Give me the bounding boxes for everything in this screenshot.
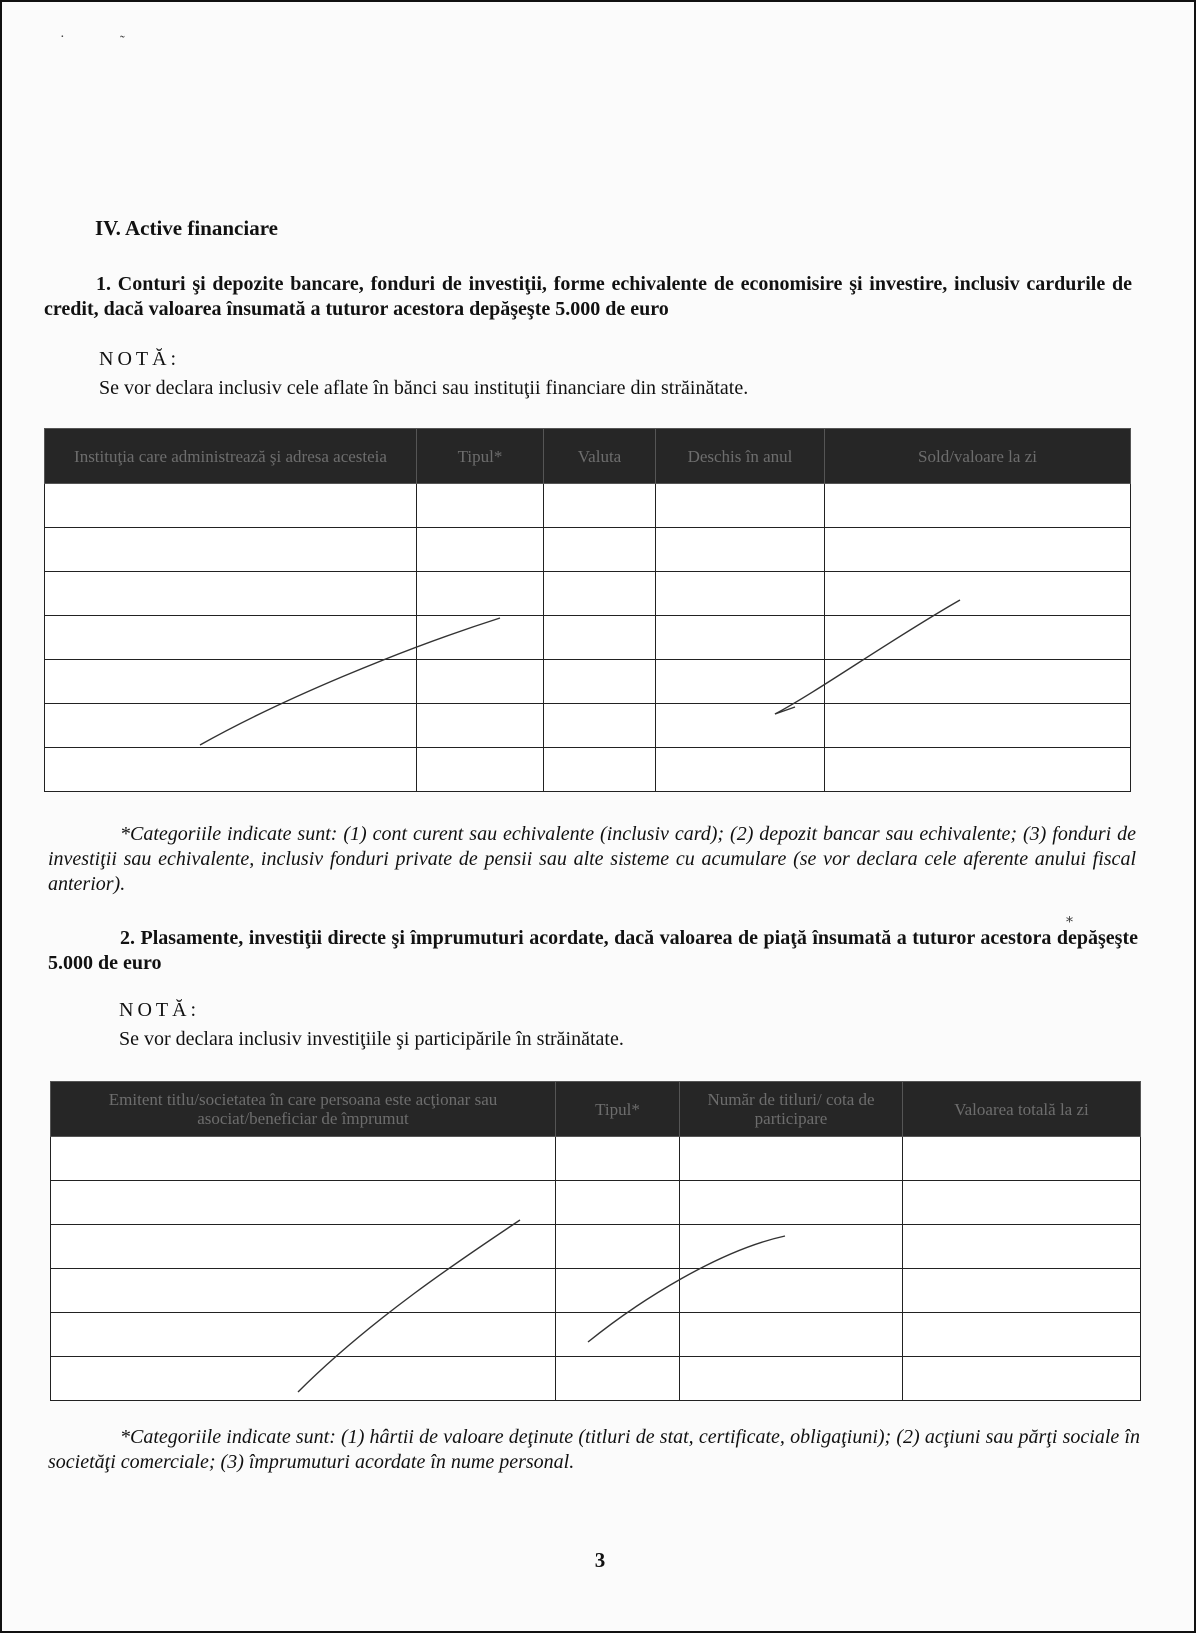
header-shares-count: Număr de titluri/ cota de participare [680,1082,903,1137]
table-row [51,1269,1141,1313]
table-row [51,1313,1141,1357]
table-row [45,572,1131,616]
item1-nota-text: Se vor declara inclusiv cele aflate în bănci sau instituţii financiare din străinătate. [99,377,749,399]
table-cell[interactable] [544,572,656,616]
table-cell[interactable] [544,484,656,528]
header-issuer: Emitent titlu/societatea în care persoana este acţionar sau asociat/beneficiar de împrumut [51,1082,556,1137]
table-cell[interactable] [51,1137,556,1181]
table-cell[interactable] [417,704,544,748]
table-cell[interactable] [417,572,544,616]
table-cell[interactable] [45,528,417,572]
table-row [51,1137,1141,1181]
table-cell[interactable] [680,1269,903,1313]
scan-speck: ⁎ [1066,911,1073,926]
table-cell[interactable] [656,704,825,748]
table-cell[interactable] [656,484,825,528]
table-row [45,484,1131,528]
item2-nota-label: NOTĂ: [119,999,201,1021]
table-cell[interactable] [825,528,1131,572]
table-cell[interactable] [45,572,417,616]
table-cell[interactable] [45,660,417,704]
table-cell[interactable] [680,1181,903,1225]
table-cell[interactable] [825,484,1131,528]
table-cell[interactable] [656,528,825,572]
table-cell[interactable] [51,1269,556,1313]
table-cell[interactable] [656,616,825,660]
table-cell[interactable] [544,616,656,660]
table-cell[interactable] [45,616,417,660]
table-row [45,704,1131,748]
bank-accounts-table [44,428,1131,792]
table-row [51,1225,1141,1269]
header-balance: Sold/valoare la zi [825,429,1131,484]
table-cell[interactable] [544,704,656,748]
page-number: 3 [594,1548,606,1572]
table-cell[interactable] [680,1357,903,1401]
table-cell[interactable] [903,1181,1141,1225]
table-cell[interactable] [903,1225,1141,1269]
table-cell[interactable] [556,1225,680,1269]
table-cell[interactable] [51,1313,556,1357]
table-row [45,528,1131,572]
table-cell[interactable] [417,748,544,792]
header-type: Tipul* [417,429,544,484]
table-cell[interactable] [825,748,1131,792]
table-cell[interactable] [656,748,825,792]
header-type: Tipul* [556,1082,680,1137]
item1-footnote: *Categoriile indicate sunt: (1) cont curent sau echivalente (inclusiv card); (2) depozit bancar sau echivalente; (3) fonduri de investiţii sau echivalente, inclusiv fonduri private de pensii sau alte sisteme cu acumulare (se vor declara cele aferente anului fiscal anterior). [48,823,1136,895]
table-cell[interactable] [556,1269,680,1313]
header-currency: Valuta [544,429,656,484]
table-cell[interactable] [903,1137,1141,1181]
table-cell[interactable] [45,484,417,528]
table-cell[interactable] [417,660,544,704]
table-cell[interactable] [903,1357,1141,1401]
item2-footnote: *Categoriile indicate sunt: (1) hârtii de valoare deţinute (titluri de stat, certificate, obligaţiuni); (2) acţiuni sau părţi sociale în societăţi comerciale; (3) împrumuturi acordate în nume personal. [48,1426,1140,1473]
header-opened-year: Deschis în anul [656,429,825,484]
table-cell[interactable] [51,1181,556,1225]
table-cell[interactable] [51,1225,556,1269]
table-cell[interactable] [825,660,1131,704]
table-cell[interactable] [556,1137,680,1181]
scan-speck: ˷ [120,24,125,39]
header-institution: Instituţia care administrează şi adresa acesteia [45,429,417,484]
item2-nota-text: Se vor declara inclusiv investiţiile şi participările în străinătate. [119,1028,624,1050]
table-cell[interactable] [680,1137,903,1181]
table-row [45,660,1131,704]
table-cell[interactable] [825,572,1131,616]
table-cell[interactable] [45,704,417,748]
table-cell[interactable] [51,1357,556,1401]
table-cell[interactable] [556,1181,680,1225]
table-cell[interactable] [680,1313,903,1357]
item1-nota-label: NOTĂ: [99,348,181,370]
table-cell[interactable] [825,616,1131,660]
table-cell[interactable] [544,528,656,572]
table-row [45,616,1131,660]
table-cell[interactable] [656,572,825,616]
item1-title: 1. Conturi şi depozite bancare, fonduri de investiţii, forme echivalente de economisire şi investire, inclusiv cardurile de credit, dacă valoarea însumată a tuturor acestora depăşeşte 5.000 de euro [44,273,1132,320]
section-heading: IV. Active financiare [95,216,278,240]
table-cell[interactable] [556,1357,680,1401]
table-cell[interactable] [556,1313,680,1357]
table-cell[interactable] [544,748,656,792]
table-cell[interactable] [417,528,544,572]
table-cell[interactable] [903,1313,1141,1357]
table-cell[interactable] [903,1269,1141,1313]
header-total-value: Valoarea totală la zi [903,1082,1141,1137]
scan-speck: · [60,30,65,45]
item2-title: 2. Plasamente, investiţii directe şi împrumuturi acordate, dacă valoarea de piaţă însumată a tuturor acestora depăşeşte 5.000 de euro [48,927,1138,974]
table-row [51,1357,1141,1401]
table-cell[interactable] [544,660,656,704]
table-cell[interactable] [825,704,1131,748]
table-row [45,748,1131,792]
table-cell[interactable] [45,748,417,792]
table-cell[interactable] [417,484,544,528]
table-cell[interactable] [680,1225,903,1269]
investments-table [50,1081,1141,1401]
table-cell[interactable] [417,616,544,660]
table-cell[interactable] [656,660,825,704]
table-row [51,1181,1141,1225]
